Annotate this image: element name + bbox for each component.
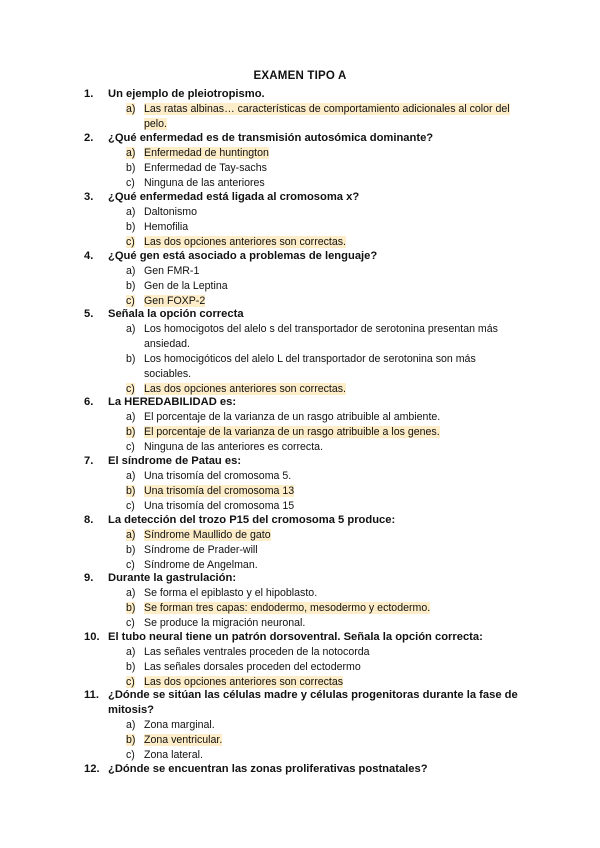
answer-option — [126, 235, 524, 250]
highlighted-answer-text: El porcentaje de la varianza de un rasgo atribuible a los genes. — [144, 426, 440, 438]
question-10 — [84, 630, 524, 690]
answer-option — [126, 102, 524, 132]
answer-option — [126, 616, 524, 631]
answer-option — [126, 161, 524, 176]
highlighted-answer-text: Las dos opciones anteriores son correctas. — [144, 383, 346, 395]
question-8 — [84, 513, 524, 573]
highlighted-answer-text: Las ratas albinas… características de comportamiento adicionales al color del pelo. — [144, 103, 510, 130]
answer-option — [126, 748, 524, 763]
question-heading — [84, 307, 524, 322]
option-letter: c) — [126, 441, 135, 453]
option-text: Una trisomía del cromosoma 5. — [144, 470, 292, 482]
option-letter: c) — [126, 749, 135, 761]
option-text: Daltonismo — [144, 206, 197, 218]
question-number: 10. — [84, 631, 100, 643]
question-text: ¿Dónde se encuentran las zonas proliferativas postnatales? — [108, 763, 428, 775]
option-letter: b) — [126, 353, 136, 365]
exam-title: EXAMEN TIPO A — [253, 70, 347, 82]
question-number: 2. — [84, 132, 94, 144]
option-letter: c) — [126, 500, 135, 512]
option-letter: a) — [126, 265, 136, 277]
answer-option — [126, 220, 524, 235]
option-letter: b) — [126, 221, 136, 233]
option-letter: c) — [126, 236, 135, 248]
question-2 — [84, 131, 524, 191]
question-number: 4. — [84, 250, 94, 262]
highlighted-answer-text: Las dos opciones anteriores son correctas — [144, 676, 344, 688]
question-heading — [84, 249, 524, 264]
question-heading — [84, 454, 524, 469]
answer-option — [126, 484, 524, 499]
highlighted-answer-text: Gen FOXP-2 — [144, 295, 206, 307]
question-heading — [84, 571, 524, 586]
question-3 — [84, 190, 524, 250]
answer-option — [126, 543, 524, 558]
option-text: Gen de la Leptina — [144, 280, 228, 292]
question-number: 9. — [84, 572, 94, 584]
option-text: Se produce la migración neuronal. — [144, 617, 306, 629]
highlighted-answer-text: Zona ventricular. — [144, 734, 223, 746]
question-text: La detección del trozo P15 del cromosoma 5 produce: — [108, 514, 396, 526]
question-number: 1. — [84, 88, 94, 100]
answer-option — [126, 146, 524, 161]
question-number: 12. — [84, 763, 100, 775]
option-letter: c) — [126, 177, 135, 189]
option-letter: a) — [126, 411, 136, 423]
answer-option — [126, 425, 524, 440]
highlighted-answer-text: Se forman tres capas: endodermo, mesodermo y ectodermo. — [144, 602, 431, 614]
option-letter: a) — [126, 587, 136, 599]
option-letter: b) — [126, 661, 136, 673]
option-text: Las señales dorsales proceden del ectodermo — [144, 661, 361, 673]
option-letter: b) — [126, 734, 136, 746]
highlighted-answer-text: Enfermedad de huntington — [144, 147, 269, 159]
option-letter: b) — [126, 280, 136, 292]
answer-option — [126, 718, 524, 733]
question-7 — [84, 454, 524, 514]
answer-option — [126, 176, 524, 191]
option-text: Síndrome de Prader-will — [144, 544, 258, 556]
answer-option — [126, 264, 524, 279]
question-heading — [84, 630, 524, 645]
option-letter: a) — [126, 529, 136, 541]
option-text: Zona lateral. — [144, 749, 203, 761]
option-text: Enfermedad de Tay-sachs — [144, 162, 267, 174]
question-heading — [84, 190, 524, 205]
option-text: Una trisomía del cromosoma 15 — [144, 500, 295, 512]
option-letter: c) — [126, 676, 135, 688]
option-text: Los homocigóticos del alelo L del transportador de serotonina son más sociables. — [144, 353, 476, 380]
question-1 — [84, 87, 524, 132]
option-text: Hemofilia — [144, 221, 189, 233]
answer-option — [126, 660, 524, 675]
option-text: Síndrome de Angelman. — [144, 559, 258, 571]
option-letter: b) — [126, 426, 136, 438]
option-text: Gen FMR-1 — [144, 265, 200, 277]
question-text: Señala la opción correcta — [108, 308, 244, 320]
option-letter: c) — [126, 295, 135, 307]
question-text: El tubo neural tiene un patrón dorsoventral. Señala la opción correcta: — [108, 631, 483, 643]
option-letter: c) — [126, 617, 135, 629]
question-number: 11. — [84, 689, 99, 701]
option-letter: a) — [126, 206, 136, 218]
answer-option — [126, 586, 524, 601]
option-letter: b) — [126, 162, 136, 174]
question-9 — [84, 571, 524, 631]
option-text: Se forma el epiblasto y el hipoblasto. — [144, 587, 318, 599]
option-letter: b) — [126, 485, 136, 497]
question-text: ¿Qué enfermedad es de transmisión autosómica dominante? — [108, 132, 434, 144]
question-heading — [84, 395, 524, 410]
question-text: El síndrome de Patau es: — [108, 455, 242, 467]
answer-option — [126, 601, 524, 616]
question-number: 7. — [84, 455, 94, 467]
question-text: ¿Qué enfermedad está ligada al cromosoma x? — [108, 191, 360, 203]
question-number: 6. — [84, 396, 94, 408]
option-letter: a) — [126, 103, 136, 115]
highlighted-answer-text: Una trisomía del cromosoma 13 — [144, 485, 295, 497]
option-letter: c) — [126, 383, 135, 395]
question-6 — [84, 395, 524, 455]
option-text: Ninguna de las anteriores es correcta. — [144, 441, 324, 453]
option-letter: a) — [126, 719, 136, 731]
question-number: 5. — [84, 308, 94, 320]
answer-option — [126, 440, 524, 455]
answer-option — [126, 499, 524, 514]
option-text: Ninguna de las anteriores — [144, 177, 265, 189]
question-text: ¿Qué gen está asociado a problemas de lenguaje? — [108, 250, 378, 262]
answer-option — [126, 528, 524, 543]
answer-option — [126, 410, 524, 425]
option-letter: b) — [126, 602, 136, 614]
question-text: ¿Dónde se sitúan las células madre y células progenitoras durante la fase de mitosis? — [108, 689, 518, 716]
question-11 — [84, 688, 524, 763]
option-letter: a) — [126, 147, 136, 159]
question-4 — [84, 249, 524, 309]
answer-option — [126, 322, 524, 352]
question-text: La HEREDABILIDAD es: — [108, 396, 237, 408]
question-text: Un ejemplo de pleiotropismo. — [108, 88, 265, 100]
question-heading — [84, 131, 524, 146]
option-text: Los homocigotos del alelo s del transportador de serotonina presentan más ansiedad. — [144, 323, 498, 350]
highlighted-answer-text: Síndrome Maullido de gato — [144, 529, 271, 541]
question-number: 8. — [84, 514, 94, 526]
option-letter: c) — [126, 559, 135, 571]
answer-option — [126, 279, 524, 294]
question-5 — [84, 307, 524, 397]
option-text: El porcentaje de la varianza de un rasgo atribuible al ambiente. — [144, 411, 441, 423]
option-text: Zona marginal. — [144, 719, 215, 731]
question-heading — [84, 688, 524, 718]
question-heading — [84, 87, 524, 102]
option-letter: a) — [126, 470, 136, 482]
question-text: Durante la gastrulación: — [108, 572, 237, 584]
option-letter: b) — [126, 544, 136, 556]
question-heading — [84, 762, 524, 777]
answer-option — [126, 352, 524, 382]
answer-option — [126, 733, 524, 748]
answer-option — [126, 645, 524, 660]
highlighted-answer-text: Las dos opciones anteriores son correctas. — [144, 236, 346, 248]
question-12 — [84, 762, 524, 777]
answer-option — [126, 205, 524, 220]
option-letter: a) — [126, 646, 136, 658]
answer-option — [126, 469, 524, 484]
option-text: Las señales ventrales proceden de la notocorda — [144, 646, 370, 658]
question-heading — [84, 513, 524, 528]
question-number: 3. — [84, 191, 94, 203]
option-letter: a) — [126, 323, 136, 335]
